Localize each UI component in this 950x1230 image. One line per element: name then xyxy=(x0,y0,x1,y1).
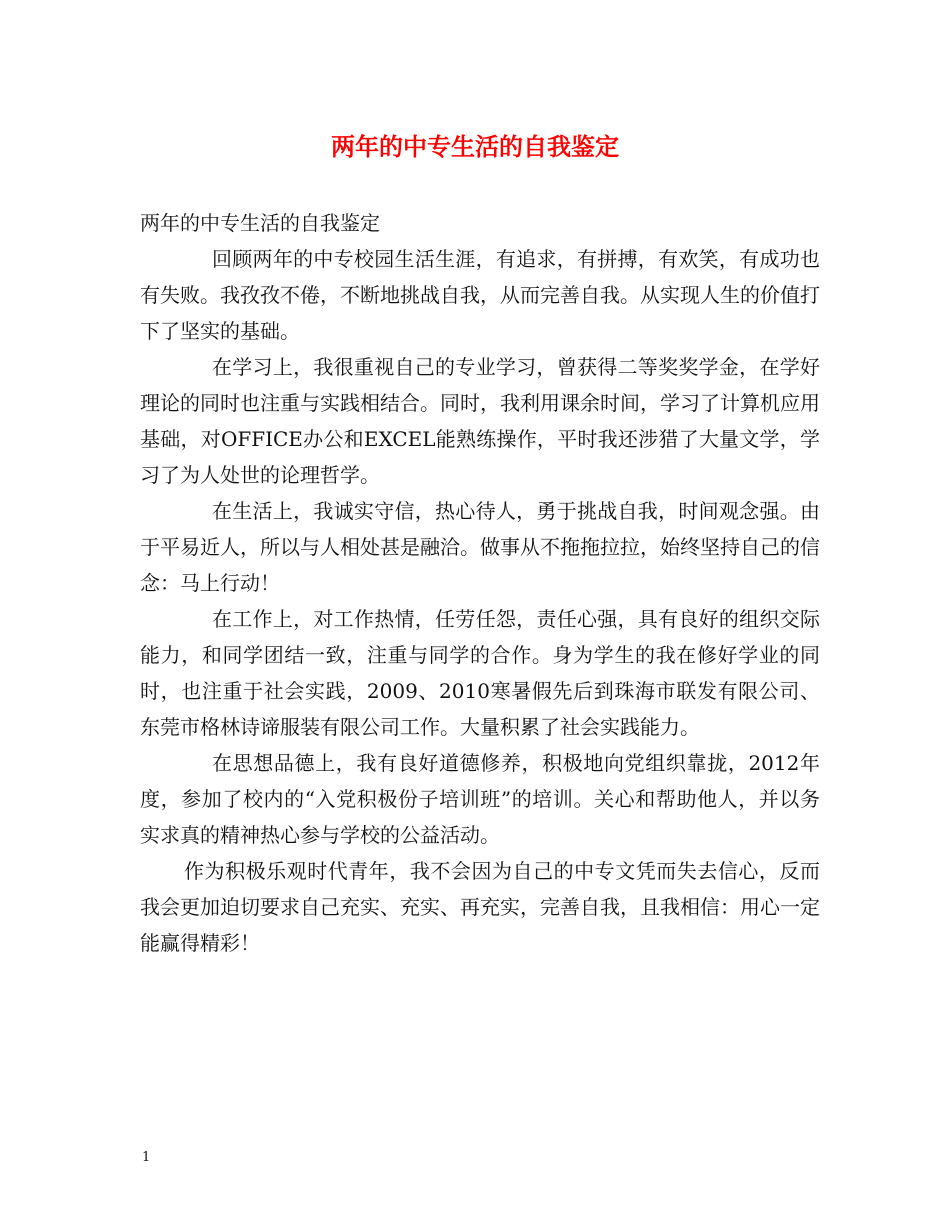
paragraph-intro: 回顾两年的中专校园生活生涯，有追求，有拼搏，有欢笑，有成功也有失败。我孜孜不倦，不断地挑战自我，从而完善自我。从实现人生的价值打下了坚实的基础。 xyxy=(140,247,820,343)
document-subtitle: 两年的中专生活的自我鉴定 xyxy=(140,211,380,235)
paragraph-conclusion: 作为积极乐观时代青年，我不会因为自己的中专文凭而失去信心，反而我会更加迫切要求自己充实、充实、再充实，完善自我，且我相信：用心一定能赢得精彩！ xyxy=(140,859,820,955)
paragraph-morality: 在思想品德上，我有良好道德修养，积极地向党组织靠拢，2012年度，参加了校内的“入党积极份子培训班”的培训。关心和帮助他人，并以务实求真的精神热心参与学校的公益活动。 xyxy=(140,751,820,847)
paragraph-study: 在学习上，我很重视自己的专业学习，曾获得二等奖奖学金，在学好理论的同时也注重与实践相结合。同时，我利用课余时间，学习了计算机应用基础，对OFFICE办公和EXCEL能熟练操作，平时我还涉猎了大量文学，学习了为人处世的论理哲学。 xyxy=(140,355,820,487)
page-number: 1 xyxy=(142,1150,151,1165)
paragraph-work: 在工作上，对工作热情，任劳任怨，责任心强，具有良好的组织交际能力，和同学团结一致，注重与同学的合作。身为学生的我在修好学业的同时，也注重于社会实践，2009、2010寒暑假先后到珠海市联发有限公司、东莞市格林诗谛服装有限公司工作。大量积累了社会实践能力。 xyxy=(140,607,820,739)
paragraph-life: 在生活上，我诚实守信，热心待人，勇于挑战自我，时间观念强。由于平易近人，所以与人相处甚是融洽。做事从不拖拖拉拉，始终坚持自己的信念：马上行动！ xyxy=(140,499,820,595)
document-body xyxy=(140,205,820,961)
document-title: 两年的中专生活的自我鉴定 xyxy=(331,132,619,161)
